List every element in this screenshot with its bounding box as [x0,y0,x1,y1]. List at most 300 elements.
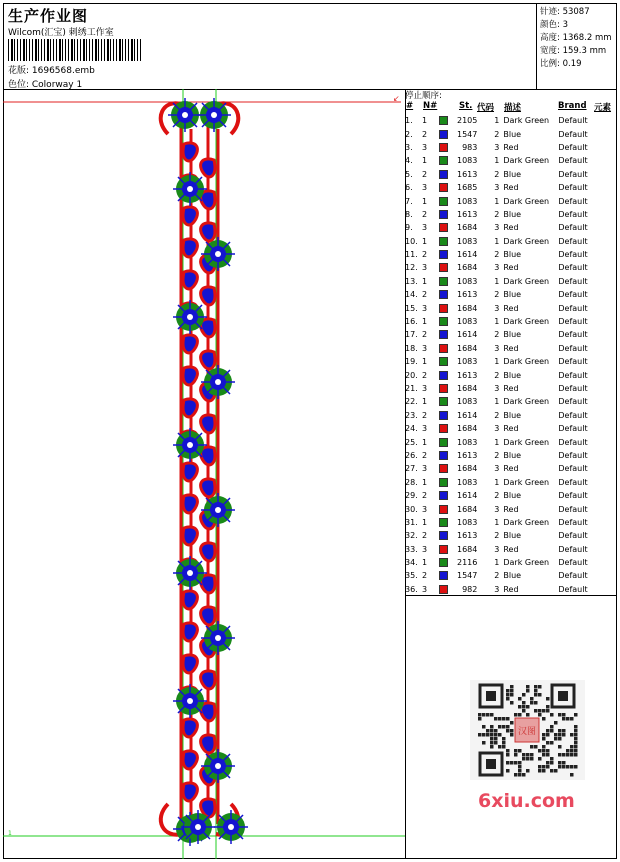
cell-nd: 3 [422,223,428,233]
qr-module [542,749,546,753]
cell-brand: Default [558,330,588,340]
cell-st: 1613 [457,290,478,300]
cell-cd: 1 [494,437,500,447]
stat-height: 高度: 1368.2 mm [540,33,612,43]
qr-module [538,749,542,753]
table-row [405,248,598,261]
table-row [405,462,598,475]
table-row [405,382,598,395]
cell-desc: Red [503,464,519,474]
embroidery-design [161,98,248,859]
cell-desc: Dark Green [503,558,550,568]
cell-desc: Red [503,303,519,313]
qr-module [546,761,550,765]
qr-module [566,717,570,721]
table-row [405,556,598,569]
qr-module [490,741,494,745]
cell-brand: Default [558,584,588,594]
cell-n: 21. [405,384,418,393]
qr-module [506,761,510,765]
qr-module [502,717,506,721]
qr-module [530,745,534,749]
cell-desc: Red [503,223,519,233]
cell-nd: 1 [422,558,428,568]
qr-module [558,729,562,733]
cell-cd: 2 [494,169,500,179]
qr-module [534,689,538,693]
qr-module [542,765,546,769]
qr-module [534,709,538,713]
table-row [405,342,598,355]
cell-desc: Dark Green [503,116,550,126]
cell-st: 1684 [457,504,478,514]
cell-desc: Red [503,343,519,353]
qr-module [554,769,558,773]
cell-brand: Default [558,397,588,407]
cell-cd: 3 [494,584,500,594]
qr-module [566,749,570,753]
cell-st: 983 [462,142,478,152]
stat-colors: 颜色: 3 [540,20,568,30]
qr-module [494,729,498,733]
qr-module [526,705,530,709]
qr-module [506,725,510,729]
cell-nd: 1 [422,196,428,206]
cell-nd: 2 [422,209,428,219]
qr-module [574,713,578,717]
qr-module [530,757,534,761]
qr-module [510,685,514,689]
cell-desc: Blue [503,410,522,420]
qr-module [490,729,494,733]
qr-module [542,753,546,757]
page-title: 生产作业图 [8,7,89,25]
qr-module [574,765,578,769]
stop-sequence-table [405,114,598,596]
qr-module [522,753,526,757]
cell-n: 16. [405,317,418,327]
cell-nd: 3 [422,384,428,393]
qr-module [526,757,530,761]
cell-n: 29. [405,491,418,501]
color-swatch [439,438,448,447]
table-row [405,181,598,194]
cell-nd: 3 [422,142,428,152]
cell-cd: 3 [494,544,500,554]
qr-module [554,721,558,725]
cell-brand: Default [558,209,588,219]
color-swatch [439,531,448,540]
flower-center [195,824,201,830]
cell-n: 4. [405,156,413,166]
stats-box [536,3,618,89]
color-swatch [439,371,448,380]
qr-module [510,761,514,765]
cell-desc: Dark Green [503,397,550,407]
color-swatch [439,156,448,165]
qr-module [538,713,542,717]
qr-module [570,733,574,737]
qr-module [518,697,522,701]
qr-module [566,753,570,757]
cell-desc: Dark Green [503,517,550,527]
cell-cd: 2 [494,209,500,219]
color-swatch [439,451,448,460]
qr-module [526,769,530,773]
cell-nd: 1 [422,317,428,327]
cell-nd: 3 [422,584,428,594]
color-swatch [439,237,448,246]
cell-desc: Blue [503,209,522,219]
qr-module [522,701,526,705]
qr-module [534,745,538,749]
qr-module [510,721,514,725]
table-row [405,368,598,381]
cell-nd: 2 [422,491,428,501]
cell-n: 30. [405,504,418,514]
qr-module [546,765,550,769]
qr-module [530,753,534,757]
cell-brand: Default [558,370,588,380]
cell-brand: Default [558,156,588,166]
cell-n: 22. [405,397,418,407]
qr-module [562,733,566,737]
cell-st: 1613 [457,209,478,219]
cell-brand: Default [558,544,588,554]
table-row [405,476,598,489]
qr-module [514,749,518,753]
table-row [405,141,598,154]
cell-cd: 1 [494,357,500,367]
cell-nd: 2 [422,370,428,380]
cell-cd: 3 [494,384,500,393]
cell-desc: Dark Green [503,156,550,166]
cell-desc: Blue [503,531,522,541]
qr-module [574,753,578,757]
qr-module [574,725,578,729]
cell-brand: Default [558,491,588,501]
qr-module [574,745,578,749]
cell-st: 1547 [457,571,478,581]
qr-module [522,757,526,761]
qr-module [518,773,522,777]
qr-module [490,725,494,729]
qr-module [542,745,546,749]
qr-module [558,765,562,769]
cell-st: 1684 [457,223,478,233]
cell-nd: 3 [422,263,428,273]
col-desc: 描述 [504,103,522,113]
cell-desc: Blue [503,370,522,380]
qr-module [550,761,554,765]
col-needle: N# [423,101,438,111]
table-row [405,127,598,140]
qr-module [482,733,486,737]
qr-module [486,733,490,737]
cell-desc: Dark Green [503,477,550,487]
stat-stitches: 针迹: 53087 [540,7,590,17]
qr-module [542,769,546,773]
cell-desc: Red [503,142,519,152]
qr-module [554,737,558,741]
qr-module [510,729,514,733]
cell-st: 1083 [457,477,478,487]
cell-nd: 2 [422,250,428,260]
qr-module [546,697,550,701]
cell-brand: Default [558,196,588,206]
table-row [405,583,598,596]
cell-cd: 1 [494,477,500,487]
cell-st: 1684 [457,464,478,474]
cell-desc: Red [503,504,519,514]
color-swatch [439,478,448,487]
cell-n: 36. [405,584,418,594]
cell-brand: Default [558,250,588,260]
qr-module [518,761,522,765]
cell-st: 1083 [457,437,478,447]
table-row [405,355,598,368]
color-swatch [439,344,448,353]
color-swatch [439,143,448,152]
cell-brand: Default [558,116,588,126]
qr-module [538,709,542,713]
svg-text:↙: ↙ [393,94,400,103]
qr-module [562,729,566,733]
cell-st: 1613 [457,169,478,179]
cell-nd: 3 [422,504,428,514]
cell-desc: Blue [503,491,522,501]
color-swatch [439,491,448,500]
cell-n: 32. [405,531,418,541]
color-swatch [439,518,448,527]
cell-cd: 2 [494,290,500,300]
cell-cd: 3 [494,424,500,434]
qr-module [562,713,566,717]
color-swatch [439,571,448,580]
cell-st: 1613 [457,370,478,380]
cell-brand: Default [558,317,588,327]
flower-center [211,112,217,118]
qr-module [550,713,554,717]
cell-desc: Red [503,424,519,434]
cell-n: 18. [405,343,418,353]
cell-n: 34. [405,558,418,568]
qr-module [530,697,534,701]
cell-st: 1614 [457,330,478,340]
watermark-text: 6xiu.com [478,790,575,812]
stat-scale: 比例: 0.19 [540,59,582,69]
cell-n: 26. [405,450,418,460]
qr-module [558,733,562,737]
cell-n: 8. [405,209,413,219]
qr-module [542,717,546,721]
qr-module [490,745,494,749]
cell-brand: Default [558,517,588,527]
cell-desc: Blue [503,129,522,139]
col-stitches: St. [459,101,473,111]
table-row [405,543,598,556]
ruler-marker: 1 [8,830,12,837]
flower-center [187,442,193,448]
cell-st: 1083 [457,156,478,166]
flower-center [215,635,221,641]
qr-module [514,713,518,717]
color-swatch [439,263,448,272]
qr-module [494,717,498,721]
cell-nd: 2 [422,169,428,179]
qr-module [558,713,562,717]
table-row [405,395,598,408]
qr-module [522,709,526,713]
svg-text:汉图: 汉图 [517,727,537,737]
qr-module [494,733,498,737]
qr-module [522,705,526,709]
flower-center [187,186,193,192]
cell-cd: 1 [494,517,500,527]
cell-st: 1684 [457,384,478,393]
cell-desc: Blue [503,450,522,460]
qr-module [494,737,498,741]
table-row [405,194,598,207]
cell-nd: 1 [422,357,428,367]
cell-n: 7. [405,196,413,206]
cell-st: 1083 [457,517,478,527]
cell-cd: 2 [494,250,500,260]
col-brand: Brand [558,101,587,111]
cell-cd: 1 [494,558,500,568]
cell-desc: Red [503,384,519,393]
qr-module [506,729,510,733]
cell-nd: 1 [422,397,428,407]
qr-module [558,761,562,765]
qr-module [534,701,538,705]
cell-st: 1685 [457,183,478,193]
cell-st: 1083 [457,317,478,327]
cell-n: 31. [405,517,418,527]
color-swatch [439,170,448,179]
cell-cd: 3 [494,142,500,152]
cell-st: 2105 [457,116,478,126]
cell-st: 2116 [457,558,478,568]
table-row [405,288,598,301]
stop-sequence-panel [405,89,617,596]
qr-module [482,725,486,729]
cell-brand: Default [558,504,588,514]
qr-module [514,773,518,777]
table-row [405,435,598,448]
qr-module [494,741,498,745]
qr-module [546,753,550,757]
cell-cd: 1 [494,196,500,206]
qr-module [502,741,506,745]
cell-st: 982 [462,584,478,594]
cell-n: 20. [405,370,418,380]
cell-brand: Default [558,142,588,152]
qr-module [506,689,510,693]
color-swatch [439,411,448,420]
table-row [405,208,598,221]
color-swatch [439,223,448,232]
qr-module [558,745,562,749]
qr-module [550,741,554,745]
cell-nd: 1 [422,276,428,286]
table-row [405,168,598,181]
qr-module [542,709,546,713]
qr-code [470,680,585,780]
qr-module [546,705,550,709]
qr-module [570,753,574,757]
cell-cd: 1 [494,317,500,327]
color-swatch [439,304,448,313]
qr-module [574,741,578,745]
cell-cd: 3 [494,223,500,233]
cell-brand: Default [558,129,588,139]
cell-desc: Red [503,544,519,554]
cell-st: 1614 [457,491,478,501]
cell-n: 3. [405,142,413,152]
flower-center [187,314,193,320]
qr-module [538,685,542,689]
cell-desc: Red [503,263,519,273]
qr-module [574,737,578,741]
cell-n: 1. [405,116,413,126]
qr-module [570,773,574,777]
cell-brand: Default [558,223,588,233]
color-swatch [439,585,448,594]
qr-module [570,749,574,753]
flower-center [215,251,221,257]
color-swatch [439,424,448,433]
qr-module [506,697,510,701]
cell-nd: 3 [422,464,428,474]
cell-brand: Default [558,236,588,246]
cell-n: 28. [405,477,418,487]
color-swatch [439,210,448,219]
qr-module [490,737,494,741]
table-row [405,502,598,515]
table-row [405,235,598,248]
cell-desc: Dark Green [503,357,550,367]
cell-n: 6. [405,183,413,193]
color-swatch [439,384,448,393]
cell-nd: 2 [422,531,428,541]
flower-center [215,507,221,513]
cell-st: 1547 [457,129,478,139]
cell-nd: 1 [422,477,428,487]
table-row [405,275,598,288]
cell-desc: Blue [503,571,522,581]
qr-module [546,741,550,745]
cell-st: 1613 [457,531,478,541]
cell-cd: 1 [494,236,500,246]
qr-module [542,737,546,741]
qr-module [574,733,578,737]
color-swatch [439,397,448,406]
qr-module [538,769,542,773]
cell-n: 11. [405,250,418,260]
qr-module [562,753,566,757]
cell-desc: Dark Green [503,437,550,447]
cell-n: 24. [405,424,418,434]
cell-cd: 3 [494,504,500,514]
qr-module [514,753,518,757]
qr-module [534,685,538,689]
cell-st: 1083 [457,397,478,407]
table-row [405,516,598,529]
stop-sequence-title: 停止顺序: [405,91,442,101]
qr-module [506,717,510,721]
flower-center [187,570,193,576]
